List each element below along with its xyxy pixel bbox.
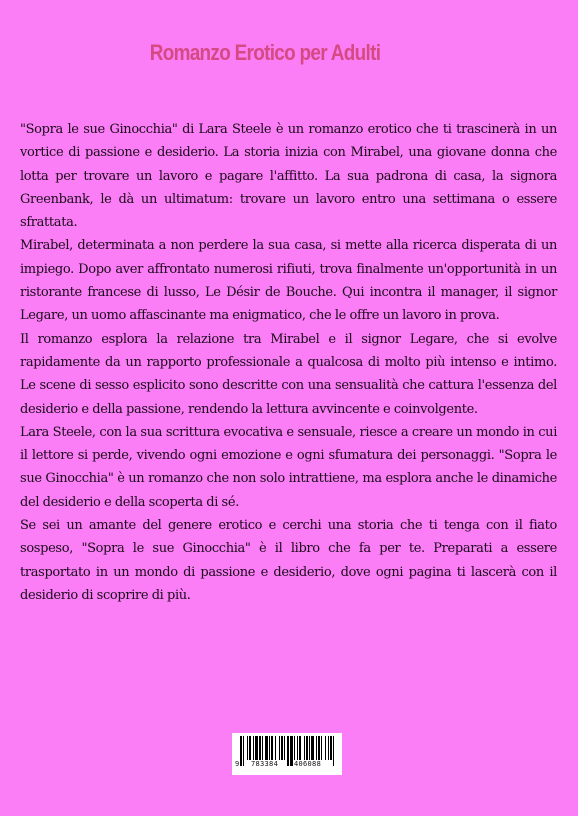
barcode-bar bbox=[255, 736, 258, 760]
blurb-paragraph: Mirabel, determinata a non perdere la sua casa, si mette alla ricerca disperata di un impiego. Dopo aver affrontato numerosi rifiuti, trova finalmente un'opportunità in un ristorante francese di lusso, Le Désir de Bouche. Qui incontra il manager, il signor Legare, un uomo affascinante ma enigmatico, che le offre un lavoro in prova. bbox=[20, 238, 557, 324]
cover-title: Romanzo Erotico per Adulti bbox=[149, 40, 381, 65]
blurb-paragraph: Il romanzo esplora la relazione tra Mirabel e il signor Legare, che si evolve rapidamente da un rapporto professionale a qualcosa di molto più intenso e intimo. Le scene di sesso esplicito sono descritte con una sensualità che cattura l'essenza del desiderio e della passione, rendendo la lettura avvincente e coinvolgente. bbox=[20, 331, 557, 417]
barcode-bar bbox=[253, 736, 254, 760]
isbn-barcode bbox=[232, 733, 342, 775]
barcode-bar bbox=[309, 736, 310, 760]
blurb-paragraph: Se sei un amante del genere erotico e cerchi una storia che ti tenga con il fiato sospeso, "Sopra le sue Ginocchia" è il libro che fa per te. Preparati a essere trasportato in un mondo di passione e desiderio, dove ogni pagina ti lascerà con il desiderio di scoprire di più. bbox=[20, 518, 557, 603]
blurb-paragraph: Lara Steele, con la sua scrittura evocativa e sensuale, riesce a creare un mondo in cui il lettore si perde, vivendo ogni emozione e ogni sfumatura dei personaggi. "Sopra le sue Ginocchia" è un romanzo che non solo intrattiene, ma esplora anche le dinamiche del desiderio e della scoperta di sé. bbox=[20, 424, 557, 510]
barcode-bar bbox=[287, 736, 289, 766]
barcode-digit-first: 9 bbox=[235, 760, 240, 768]
barcode-bar bbox=[284, 736, 285, 760]
barcode-bar bbox=[249, 736, 251, 760]
barcode-bar bbox=[328, 736, 329, 760]
blurb-text bbox=[20, 118, 557, 607]
barcode-bar bbox=[279, 736, 280, 760]
barcode-bar bbox=[318, 736, 320, 760]
barcode-bars bbox=[232, 733, 342, 775]
barcode-bar bbox=[325, 736, 326, 760]
barcode-bar bbox=[259, 736, 261, 760]
barcode-bar bbox=[269, 736, 270, 760]
barcode-bar bbox=[321, 736, 322, 760]
barcode-bar bbox=[297, 736, 298, 760]
barcode-bar bbox=[330, 736, 332, 760]
barcode-bar bbox=[306, 736, 308, 760]
barcode-bar bbox=[299, 736, 301, 760]
blurb-paragraph: "Sopra le sue Ginocchia" di Lara Steele è un romanzo erotico che ti trascinerà in un vortice di passione e desiderio. La storia inizia con Mirabel, una giovane donna che lotta per trovare un lavoro e pagare l'affitto. La sua padrona di casa, la signora Greenbank, le dà un ultimatum: trovare un lavoro entro una settimana o essere sfrattata. bbox=[20, 122, 557, 231]
barcode-bar bbox=[247, 736, 248, 760]
barcode-bar bbox=[265, 736, 268, 760]
barcode-bar bbox=[243, 736, 244, 766]
barcode-bar bbox=[311, 736, 314, 760]
barcode-bar bbox=[275, 736, 276, 760]
barcode-bar bbox=[294, 736, 295, 760]
barcode-bar bbox=[333, 736, 334, 766]
barcode-bar bbox=[304, 736, 305, 760]
barcode-bar bbox=[271, 736, 273, 760]
barcode-bar bbox=[240, 736, 242, 766]
barcode-digits-left: 783384 bbox=[251, 760, 279, 768]
barcode-bar bbox=[316, 736, 317, 760]
barcode-bar bbox=[262, 736, 263, 760]
barcode-digits-right: 406088 bbox=[294, 760, 322, 768]
barcode-bar bbox=[290, 736, 293, 766]
barcode-bar bbox=[281, 736, 283, 760]
